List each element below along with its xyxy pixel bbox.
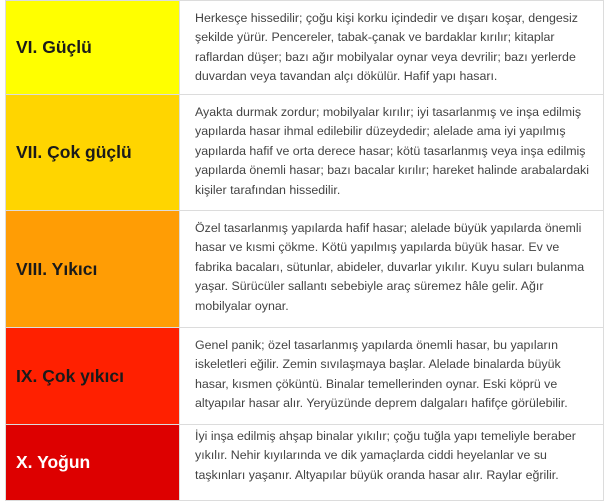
table-row — [6, 95, 604, 211]
level-cell — [6, 211, 180, 328]
table-row — [6, 211, 604, 328]
table-row — [6, 328, 604, 425]
level-label: IX. Çok yıkıcı — [16, 365, 124, 386]
level-cell — [6, 95, 180, 211]
table-row — [6, 425, 604, 501]
level-description: İyi inşa edilmiş ahşap binalar yıkılır; çoğu tuğla yapı temeliyle beraber yıkılır. Nehir kıyılarında ve dik yamaçlarda ciddi heyelanlar ve su taşkınları yaşanır. Altyapılar büyük oranda hasar alır. Raylar eğrilir. — [195, 429, 576, 482]
level-cell — [6, 1, 180, 95]
description-cell — [180, 1, 604, 95]
description-cell — [180, 211, 604, 328]
level-label: VIII. Yıkıcı — [16, 258, 98, 279]
level-label: X. Yoğun — [16, 452, 91, 472]
table-row — [6, 1, 604, 95]
description-cell — [180, 328, 604, 425]
level-description: Genel panik; özel tasarlanmış yapılarda önemli hasar, bu yapıların iskeletleri eğilir. Zemin sıvılaşmaya başlar. Alelade binalarda büyük hasar, kısmen çöküntü. Binalar temellerinden oynar. Eski köprü ve altyapılar hasar alır. Yeryüzünde deprem dalgaları hafifçe görülebilir. — [195, 338, 568, 411]
level-cell — [6, 328, 180, 425]
level-cell — [6, 425, 180, 501]
intensity-scale-table — [5, 0, 604, 501]
level-label: VII. Çok güçlü — [16, 142, 132, 162]
level-label: VI. Güçlü — [16, 37, 92, 57]
description-cell — [180, 95, 604, 211]
description-cell — [180, 425, 604, 501]
level-description: Ayakta durmak zordur; mobilyalar kırılır; iyi tasarlanmış ve inşa edilmiş yapılarda hasar ihmal edilebilir düzeydedir; alelade ama iyi yapılmış yapılarda hafif ve orta derece hasar; kötü tasarlanmış veya inşa edilmiş yapılarda önemli hasar; bazı bacalar kırılır; hareket halinde arabalardaki kişiler tarafından hissedilir. — [195, 105, 589, 197]
level-description: Özel tasarlanmış yapılarda hafif hasar; alelade büyük yapılarda önemli hasar ve kısmi çökme. Kötü yapılmış yapılarda büyük hasar. Ev ve fabrika bacaları, sütunlar, abideler, duvarlar yıkılır. Kuyu suları bulanma yaşar. Sürücüler sallantı sebebiyle araç süremez hâle gelir. Ağır mobilyalar oynar. — [195, 221, 585, 313]
level-description: Herkesçe hissedilir; çoğu kişi korku içindedir ve dışarı koşar, dengesiz şekilde yürür. Pencereler, tabak-çanak ve bardaklar kırılır; kitaplar raflardan düşer; bazı ağır mobilyalar oynar veya devrilir; bazı yerlerde duvardan veya tavandan alçı dökülür. Hafif yapı hasarı. — [195, 11, 578, 84]
